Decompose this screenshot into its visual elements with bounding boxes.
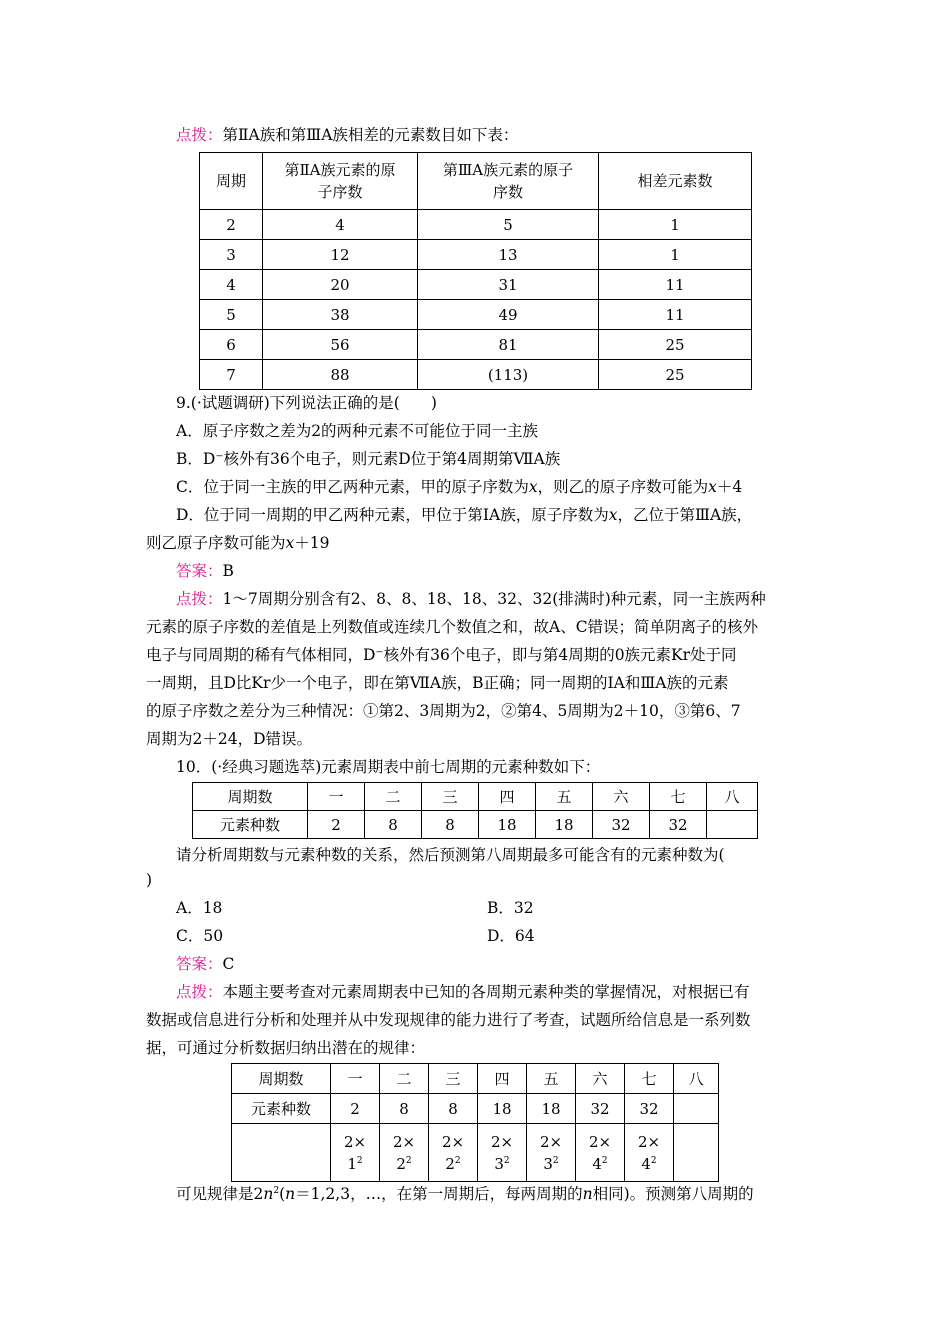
- table-row: [200, 360, 752, 390]
- table-cell: (113): [418, 360, 599, 390]
- table-cell: 四: [479, 783, 536, 811]
- table-cell: 八: [674, 1064, 719, 1094]
- table-cell: 11: [599, 300, 752, 330]
- q9-stem: 9.(·试题调研)下列说法正确的是( ): [176, 394, 437, 412]
- table-cell: 4: [263, 210, 418, 240]
- table-cell: 32: [650, 811, 707, 839]
- table-cell: 18: [527, 1094, 576, 1124]
- table-cell: 13: [418, 240, 599, 270]
- table-row: [200, 210, 752, 240]
- table-cell: 周期数: [193, 783, 308, 811]
- table-cell: [707, 811, 758, 839]
- table-row: [232, 1094, 719, 1124]
- table-cell: 2× $3^2$: [478, 1124, 527, 1182]
- table-cell: [674, 1094, 719, 1124]
- q10-tip-line: 点拨：本题主要考查对元素周期表中已知的各周期元素种类的掌握情况，对根据已有: [176, 983, 750, 1001]
- table-cell: 一: [331, 1064, 380, 1094]
- table-cell: 49: [418, 300, 599, 330]
- table-cell: 12: [263, 240, 418, 270]
- tip-label: 点拨：: [176, 983, 223, 1001]
- table-cell: [674, 1124, 719, 1182]
- table-cell: 2: [200, 210, 263, 240]
- table-cell: 31: [418, 270, 599, 300]
- period-count-table: [192, 782, 758, 839]
- q9-tip-line: 点拨：1～7周期分别含有2、8、8、18、18、32、32(排满时)种元素，同一主族两种: [176, 590, 766, 608]
- table-cell: 七: [650, 783, 707, 811]
- table-cell: 3: [200, 240, 263, 270]
- table-cell: 8: [422, 811, 479, 839]
- table-row: [200, 240, 752, 270]
- table-cell: 2: [331, 1094, 380, 1124]
- q9-tip-line: 一周期，且D比Kr少一个电子，即在第ⅦA族，B正确；同一周期的ⅠA和ⅢA族的元素: [146, 674, 729, 692]
- table-cell: 18: [479, 811, 536, 839]
- q10-stem: 10．(·经典习题选萃)元素周期表中前七周期的元素种数如下：: [176, 758, 601, 776]
- table-cell: 2: [308, 811, 365, 839]
- table-row: [232, 1064, 719, 1094]
- table-row: [193, 783, 758, 811]
- q9-option-c: C．位于同一主族的甲乙两种元素，甲的原子序数为x，则乙的原子序数可能为x＋4: [176, 478, 743, 496]
- q9-answer: [176, 561, 234, 581]
- q10-option-d: D．64: [487, 927, 535, 945]
- table-row: [200, 330, 752, 360]
- table-cell: 5: [418, 210, 599, 240]
- table-cell: 元素种数: [193, 811, 308, 839]
- table-header-cell: 第ⅡA族元素的原 子序数: [263, 153, 418, 210]
- table-cell: 2× $3^2$: [527, 1124, 576, 1182]
- table-cell: 六: [576, 1064, 625, 1094]
- table-cell: 81: [418, 330, 599, 360]
- q10-tip-line: 数据或信息进行分析和处理并从中发现规律的能力进行了考查，试题所给信息是一系列数: [146, 1011, 751, 1029]
- q9-option-a: A．原子序数之差为2的两种元素不可能位于同一主族: [176, 422, 539, 440]
- q9-tip-line: 元素的原子序数的差值是上列数值或连续几个数值之和，故A、C错误；简单阴离子的核外: [146, 618, 759, 636]
- table-cell: 元素种数: [232, 1094, 331, 1124]
- table-row: [200, 270, 752, 300]
- table-cell: 二: [365, 783, 422, 811]
- table-cell: 2× $1^2$: [331, 1124, 380, 1182]
- q9-option-d: D．位于同一周期的甲乙两种元素，甲位于第ⅠA族，原子序数为x，乙位于第ⅢA族，: [176, 506, 753, 524]
- q9-option-b: B．D⁻核外有36个电子，则元素D位于第4周期第ⅦA族: [176, 450, 561, 468]
- table-cell: 38: [263, 300, 418, 330]
- group-diff-table: [199, 152, 752, 390]
- table-cell: 5: [200, 300, 263, 330]
- table-cell: 四: [478, 1064, 527, 1094]
- answer-value: B: [222, 562, 234, 580]
- table-cell: 2× $4^2$: [576, 1124, 625, 1182]
- table-cell: 八: [707, 783, 758, 811]
- table-cell: 11: [599, 270, 752, 300]
- table-row: [200, 300, 752, 330]
- q10-question-line: ): [146, 871, 153, 889]
- q10-question-line: 请分析周期数与元素种数的关系，然后预测第八周期最多可能含有的元素种数为(: [176, 846, 725, 864]
- q10-option-a: A．18: [176, 899, 223, 917]
- tip-label: 点拨：: [176, 126, 223, 144]
- table-row: [232, 1124, 719, 1182]
- table-header-cell: 相差元素数: [599, 153, 752, 210]
- q10-answer: [176, 954, 234, 974]
- table-cell: 三: [422, 783, 479, 811]
- q10-conclusion: 可见规律是$2n^2(n=1,2,3$，…，在第一周期后，每两周期的n相同)。预测第八周期的: [176, 1185, 754, 1203]
- table-cell: 8: [365, 811, 422, 839]
- table-cell: 18: [536, 811, 593, 839]
- table-cell: 4: [200, 270, 263, 300]
- table-row: [193, 811, 758, 839]
- q10-tip-line: 据，可通过分析数据归纳出潜在的规律：: [146, 1039, 426, 1057]
- table-cell: 8: [380, 1094, 429, 1124]
- table-header-row: [200, 153, 752, 210]
- table-cell: 20: [263, 270, 418, 300]
- table-cell: 二: [380, 1064, 429, 1094]
- table-cell: 25: [599, 330, 752, 360]
- table-cell: 25: [599, 360, 752, 390]
- table-cell: 1: [599, 210, 752, 240]
- table-cell: 18: [478, 1094, 527, 1124]
- table-cell: 1: [599, 240, 752, 270]
- table-cell: 一: [308, 783, 365, 811]
- q9-tip-line: 电子与同周期的稀有气体相同，D⁻核外有36个电子，即与第4周期的0族元素Kr处于同: [146, 646, 737, 664]
- table-cell: 32: [593, 811, 650, 839]
- tip-paragraph-1: [176, 125, 518, 145]
- table-cell: 五: [536, 783, 593, 811]
- q10-option-b: B．32: [487, 899, 534, 917]
- table-cell: 88: [263, 360, 418, 390]
- table-header-cell: 周期: [200, 153, 263, 210]
- q9-option-d-continued: 则乙原子序数可能为x＋19: [146, 534, 330, 552]
- table-cell: 56: [263, 330, 418, 360]
- tip-text: 第ⅡA族和第ⅢA族相差的元素数目如下表：: [222, 126, 519, 144]
- table-cell: 周期数: [232, 1064, 331, 1094]
- table-cell: 六: [593, 783, 650, 811]
- table-cell: 6: [200, 330, 263, 360]
- table-cell: 7: [200, 360, 263, 390]
- table-cell: 三: [429, 1064, 478, 1094]
- table-cell: 32: [625, 1094, 674, 1124]
- pattern-table: [231, 1063, 719, 1182]
- q9-tip-line: 的原子序数之差分为三种情况：①第2、3周期为2，②第4、5周期为2＋10，③第6、7: [146, 702, 741, 720]
- answer-value: C: [222, 955, 235, 973]
- table-cell: 五: [527, 1064, 576, 1094]
- table-cell: 8: [429, 1094, 478, 1124]
- table-cell: 2× $2^2$: [429, 1124, 478, 1182]
- q10-option-c: C．50: [176, 927, 224, 945]
- q9-tip-line: 周期为2＋24，D错误。: [146, 730, 313, 748]
- table-header-cell: 第ⅢA族元素的原子 序数: [418, 153, 599, 210]
- answer-label: 答案：: [176, 562, 223, 580]
- table-cell: 七: [625, 1064, 674, 1094]
- tip-label: 点拨：: [176, 590, 223, 608]
- table-cell: 2× $2^2$: [380, 1124, 429, 1182]
- table-cell: [232, 1124, 331, 1182]
- table-cell: 32: [576, 1094, 625, 1124]
- answer-label: 答案：: [176, 955, 223, 973]
- table-cell: 2× $4^2$: [625, 1124, 674, 1182]
